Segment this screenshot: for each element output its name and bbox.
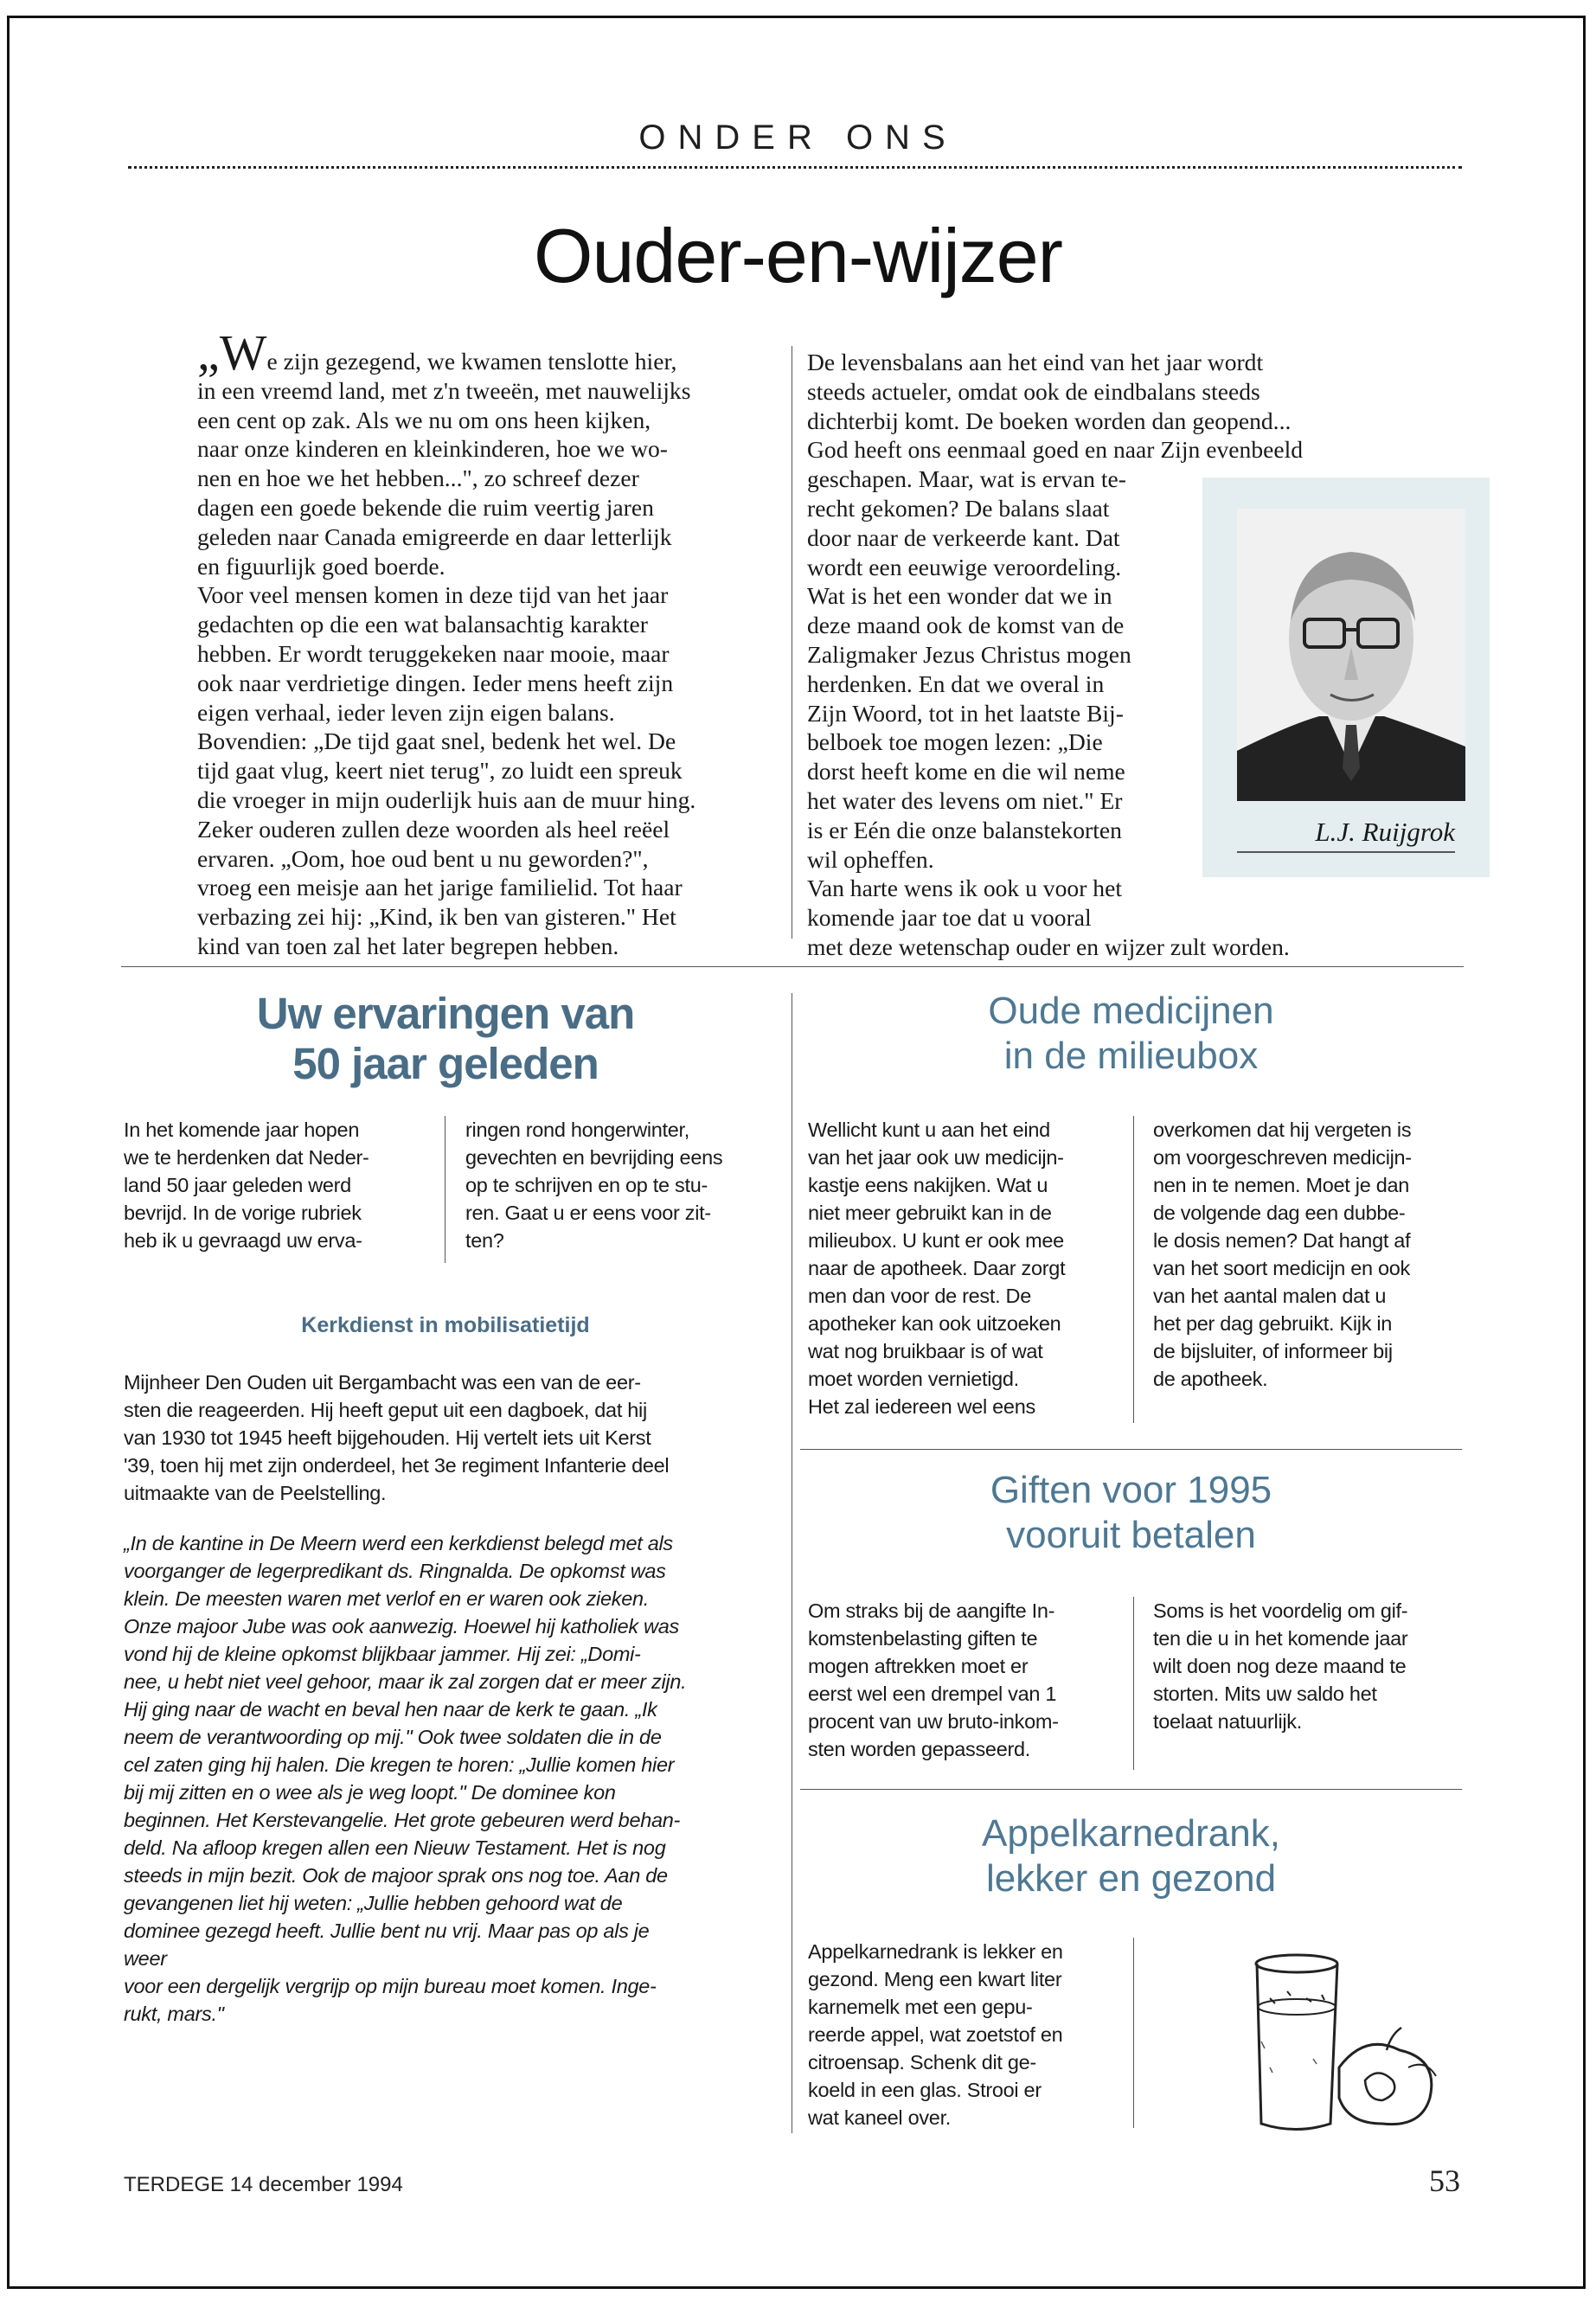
text-line: kind van toen zal het later begrepen hebben.	[197, 932, 619, 959]
text-line: milieubox. U kunt er ook mee	[808, 1229, 1064, 1252]
section-divider	[800, 1789, 1462, 1790]
text-line: Wat is het een wonder dat we in	[807, 582, 1112, 610]
text-line: gevangenen liet hij weten: „Jullie hebben gehoord wat de	[124, 1892, 623, 1914]
page-title: Ouder-en-wijzer	[534, 213, 1062, 298]
text-line: nen in te nemen. Moet je dan	[1153, 1174, 1409, 1196]
text-line: Bovendien: „De tijd gaat snel, bedenk het wel. De	[197, 727, 676, 755]
text-line: op te schrijven en op te stu-	[465, 1174, 708, 1196]
text-line: komende jaar toe dat u vooral	[807, 904, 1092, 932]
text-line: voorganger de legerpredikant ds. Ringnalda. De opkomst was	[124, 1560, 666, 1582]
text-line: wil opheffen.	[807, 845, 934, 873]
text-line: van het aantal malen dat u	[1153, 1285, 1387, 1307]
title-line: vooruit betalen	[1006, 1514, 1256, 1556]
text-line: ook naar verdrietige dingen. Ieder mens heeft zijn	[197, 669, 674, 696]
text-line: hebben. Er wordt teruggekeken naar mooie, maar	[197, 639, 670, 667]
text-line: Soms is het voordelig om gif-	[1153, 1599, 1408, 1622]
text-line: de bijsluiter, of informeer bij	[1153, 1340, 1393, 1362]
text-line: ren. Gaat u er eens voor zit-	[465, 1202, 711, 1224]
text-line: een cent op zak. Als we nu om ons heen kijken,	[197, 406, 651, 433]
text-line: die vroeger in mijn ouderlijk huis aan de muur hing.	[197, 785, 696, 813]
text-line: '39, toen hij met zijn onderdeel, het 3e regiment Infanterie deel	[124, 1454, 670, 1477]
text-line: kastje eens nakijken. Wat u	[808, 1174, 1048, 1196]
column-rule	[1133, 1938, 1134, 2128]
text-line: tijd gaat vlug, keert niet terug", zo luidt een spreuk	[197, 757, 683, 785]
appelkarnedrank-title	[800, 1811, 1462, 1901]
text-line: herdenken. En dat we overal in	[807, 670, 1105, 697]
text-line: uitmaakte van de Peelstelling.	[124, 1482, 387, 1504]
ervaringen-quote	[124, 1529, 781, 2028]
text-line: heb ik u gevraagd uw erva-	[124, 1229, 362, 1252]
text-line: eigen verhaal, ieder leven zijn eigen balans.	[197, 698, 615, 726]
text-line: Zijn Woord, tot in het laatste Bij-	[807, 699, 1124, 727]
text-line: wilt doen nog deze maand te	[1153, 1655, 1407, 1677]
title-line: in de milieubox	[1003, 1035, 1259, 1077]
title-line: Oude medicijnen	[988, 990, 1274, 1032]
text-line: moet worden vernietigd.	[808, 1368, 1019, 1390]
photo-caption: L.J. Ruijgrok	[1237, 817, 1455, 853]
text-line: van 1930 tot 1945 heeft bijgehouden. Hij vertelt iets uit Kerst	[124, 1426, 651, 1449]
giften-col-2	[1153, 1597, 1465, 1735]
text-line: beginnen. Het Kerstevangelie. Het grote gebeuren werd behan-	[124, 1809, 681, 1831]
text-line: het per dag gebruikt. Kijk in	[1153, 1312, 1393, 1335]
text-line: men dan voor de rest. De	[808, 1285, 1031, 1307]
text-line: bij mij zitten en o wee als je weg loopt." De dominee kon	[124, 1781, 616, 1804]
text-line: wat nog bruikbaar is of wat	[808, 1340, 1043, 1362]
text-line: mogen aftrekken moet er	[808, 1655, 1029, 1677]
text-line: In het komende jaar hopen	[124, 1118, 360, 1141]
text-line: Van harte wens ik ook u voor het	[807, 875, 1122, 902]
text-line: reerde appel, wat zoetstof en	[808, 2023, 1063, 2046]
title-line: Uw ervaringen van	[256, 989, 635, 1038]
text-line: rukt, mars."	[124, 2003, 224, 2025]
section-label: ONDER ONS	[638, 119, 958, 157]
text-line: weer	[124, 1947, 167, 1970]
text-line: sten worden gepasseerd.	[808, 1738, 1030, 1760]
text-line: koeld in een glas. Strooi er	[808, 2079, 1042, 2101]
text-line: van het jaar ook uw medicijn-	[808, 1146, 1064, 1169]
text-line: voor een dergelijk vergrijp op mijn bureau moet komen. Inge-	[124, 1975, 657, 1997]
text-line: om voorgeschreven medicijn-	[1153, 1146, 1412, 1169]
text-line: de volgende dag een dubbe-	[1153, 1202, 1406, 1224]
text-line: steeds in mijn bezit. Ook de majoor sprak ons nog toe. Aan de	[124, 1864, 668, 1887]
text-line: het water des levens om niet." Er	[807, 786, 1123, 814]
text-line: van het soort medicijn en ook	[1153, 1257, 1410, 1279]
column-rule	[1133, 1116, 1134, 1423]
text-line: sten die reageerden. Hij heeft geput uit een dagboek, dat hij	[124, 1399, 647, 1421]
text-line: klein. De meesten waren met verlof en er waren ook zieken.	[124, 1587, 649, 1610]
text-line: dominee gezegd heeft. Jullie bent nu vrij. Maar pas op als je	[124, 1920, 650, 1942]
first-line-text: e zijn gezegend, we kwamen tenslotte hier,	[266, 348, 677, 375]
text-line: en figuurlijk goed boerde.	[197, 552, 445, 580]
text-line: steeds actueler, omdat ook de eindbalans steeds	[807, 377, 1260, 405]
subheading: Kerkdienst in mobilisatietijd	[301, 1313, 590, 1337]
text-line: komstenbelasting giften te	[808, 1627, 1038, 1650]
text-line: ringen rond hongerwinter,	[465, 1118, 690, 1141]
text-line: toelaat natuurlijk.	[1153, 1710, 1302, 1733]
dropcap: „W	[197, 324, 267, 381]
text-line: Wellicht kunt u aan het eind	[808, 1118, 1050, 1141]
appelkarnedrank-col-1	[808, 1938, 1119, 2131]
text-line: ten die u in het komende jaar	[1153, 1627, 1408, 1650]
text-line: eerst wel een drempel van 1	[808, 1682, 1057, 1705]
text-line: karnemelk met een gepu-	[808, 1996, 1033, 2018]
text-line: le dosis nemen? Dat hangt af	[1153, 1229, 1411, 1252]
text-line: Voor veel mensen komen in deze tijd van het jaar	[197, 581, 669, 609]
column-rule	[1133, 1597, 1134, 1770]
text-line: recht gekomen? De balans slaat	[807, 494, 1110, 522]
ervaringen-title	[121, 989, 770, 1089]
text-line: Zaligmaker Jezus Christus mogen	[807, 640, 1131, 668]
text-line: citroensap. Schenk dit ge-	[808, 2051, 1036, 2073]
text-line: Hij ging naar de wacht en beval hen naar de kerk te gaan. „Ik	[124, 1698, 657, 1721]
medicijnen-title	[800, 989, 1462, 1079]
text-line: nen en hoe we het hebben...", zo schreef dezer	[197, 465, 639, 492]
text-line: Het zal iedereen wel eens	[808, 1395, 1035, 1418]
text-line	[197, 324, 803, 381]
main-article-column-1	[197, 324, 803, 961]
ervaringen-intro-col-1	[124, 1116, 435, 1254]
text-line: storten. Mits uw saldo het	[1153, 1682, 1377, 1705]
section-divider	[800, 1449, 1462, 1450]
text-line: door naar de verkeerde kant. Dat	[807, 523, 1120, 551]
text-line: verbazing zei hij: „Kind, ik ben van gisteren." Het	[197, 903, 676, 931]
text-line: God heeft ons eenmaal goed en naar Zijn evenbeeld	[807, 436, 1304, 464]
text-line: geschapen. Maar, wat is ervan te-	[807, 465, 1126, 493]
text-line: overkomen dat hij vergeten is	[1153, 1118, 1412, 1141]
title-line: Appelkarnedrank,	[982, 1812, 1280, 1855]
text-line: ervaren. „Oom, hoe oud bent u nu geworden?",	[197, 844, 649, 872]
text-line: Mijnheer Den Ouden uit Bergambacht was een van de eer-	[124, 1371, 641, 1394]
text-line: deze maand ook de komst van de	[807, 612, 1125, 639]
dotted-divider	[128, 166, 1462, 169]
medicijnen-col-1	[808, 1116, 1119, 1420]
giften-col-1	[808, 1597, 1119, 1763]
section-divider	[121, 966, 1464, 967]
text-line: Zeker ouderen zullen deze woorden als heel reëel	[197, 815, 670, 843]
ervaringen-body	[124, 1368, 781, 1507]
text-line: belboek toe mogen lezen: „Die	[807, 728, 1103, 756]
text-line: Onze majoor Jube was ook aanwezig. Hoewel hij katholiek was	[124, 1615, 679, 1638]
text-line: wordt een eeuwige veroordeling.	[807, 553, 1122, 580]
text-line: naar onze kinderen en kleinkinderen, hoe we wo-	[197, 435, 668, 463]
text-line: gevechten en bevrijding eens	[465, 1146, 723, 1169]
title-line: lekker en gezond	[985, 1857, 1277, 1900]
text-line: land 50 jaar geleden werd	[124, 1174, 351, 1196]
title-line: 50 jaar geleden	[292, 1039, 599, 1088]
text-line: is er Eén die onze balanstekorten	[807, 816, 1122, 843]
glass-and-apple-sketch	[1209, 1938, 1452, 2145]
text-line: vond hij de kleine opkomst blijkbaar jammer. Hij zei: „Domi-	[124, 1643, 641, 1665]
text-line: De levensbalans aan het eind van het jaar wordt	[807, 349, 1264, 375]
text-line: Om straks bij de aangifte In-	[808, 1599, 1055, 1622]
text-line: wat kaneel over.	[808, 2106, 952, 2129]
text-line: in een vreemd land, met z'n tweeën, met nauwelijks	[197, 376, 691, 404]
text-line: Appelkarnedrank is lekker en	[808, 1940, 1063, 1963]
text-line: neem de verantwoording op mij." Ook twee soldaten die in de	[124, 1726, 662, 1748]
ervaringen-intro-col-2	[465, 1116, 777, 1254]
text-line: deld. Na afloop kregen allen een Nieuw Testament. Het is nog	[124, 1836, 666, 1859]
text-line: dichterbij komt. De boeken worden dan geopend...	[807, 407, 1292, 434]
text-line: gezond. Meng een kwart liter	[808, 1968, 1062, 1990]
text-line: dagen een goede bekende die ruim veertig jaren	[197, 493, 654, 521]
text-line: „In de kantine in De Meern werd een kerkdienst belegd met als	[124, 1532, 673, 1554]
main-article-column-2	[807, 348, 1439, 962]
text-line: nee, u hebt niet veel gehoor, maar ik zal zorgen dat er meer zijn.	[124, 1670, 687, 1693]
title-line: Giften voor 1995	[990, 1469, 1272, 1511]
text-line: bevrijd. In de vorige rubriek	[124, 1202, 362, 1224]
text-line: cel zaten ging hij halen. Die kregen te horen: „Jullie komen hier	[124, 1753, 675, 1776]
text-line: de apotheek.	[1153, 1368, 1268, 1390]
text-line: met deze wetenschap ouder en wijzer zult worden.	[807, 933, 1290, 960]
publication-footer: TERDEGE 14 december 1994	[124, 2173, 403, 2196]
text-line: ten?	[465, 1229, 504, 1252]
text-line: procent van uw bruto-inkom-	[808, 1710, 1059, 1733]
giften-title	[800, 1468, 1462, 1558]
text-line: gedachten op die een wat balansachtig karakter	[197, 611, 648, 638]
page-number: 53	[1429, 2163, 1460, 2198]
text-line: vroeg een meisje aan het jarige familielid. Tot haar	[197, 874, 683, 901]
text-line: naar de apotheek. Daar zorgt	[808, 1257, 1066, 1279]
medicijnen-col-2	[1153, 1116, 1465, 1393]
text-line: niet meer gebruikt kan in de	[808, 1202, 1052, 1224]
text-line: apotheker kan ook uitzoeken	[808, 1312, 1061, 1335]
text-line: we te herdenken dat Neder-	[124, 1146, 369, 1169]
text-line: dorst heeft kome en die wil neme	[807, 758, 1125, 785]
text-line: geleden naar Canada emigreerde en daar letterlijk	[197, 522, 672, 550]
